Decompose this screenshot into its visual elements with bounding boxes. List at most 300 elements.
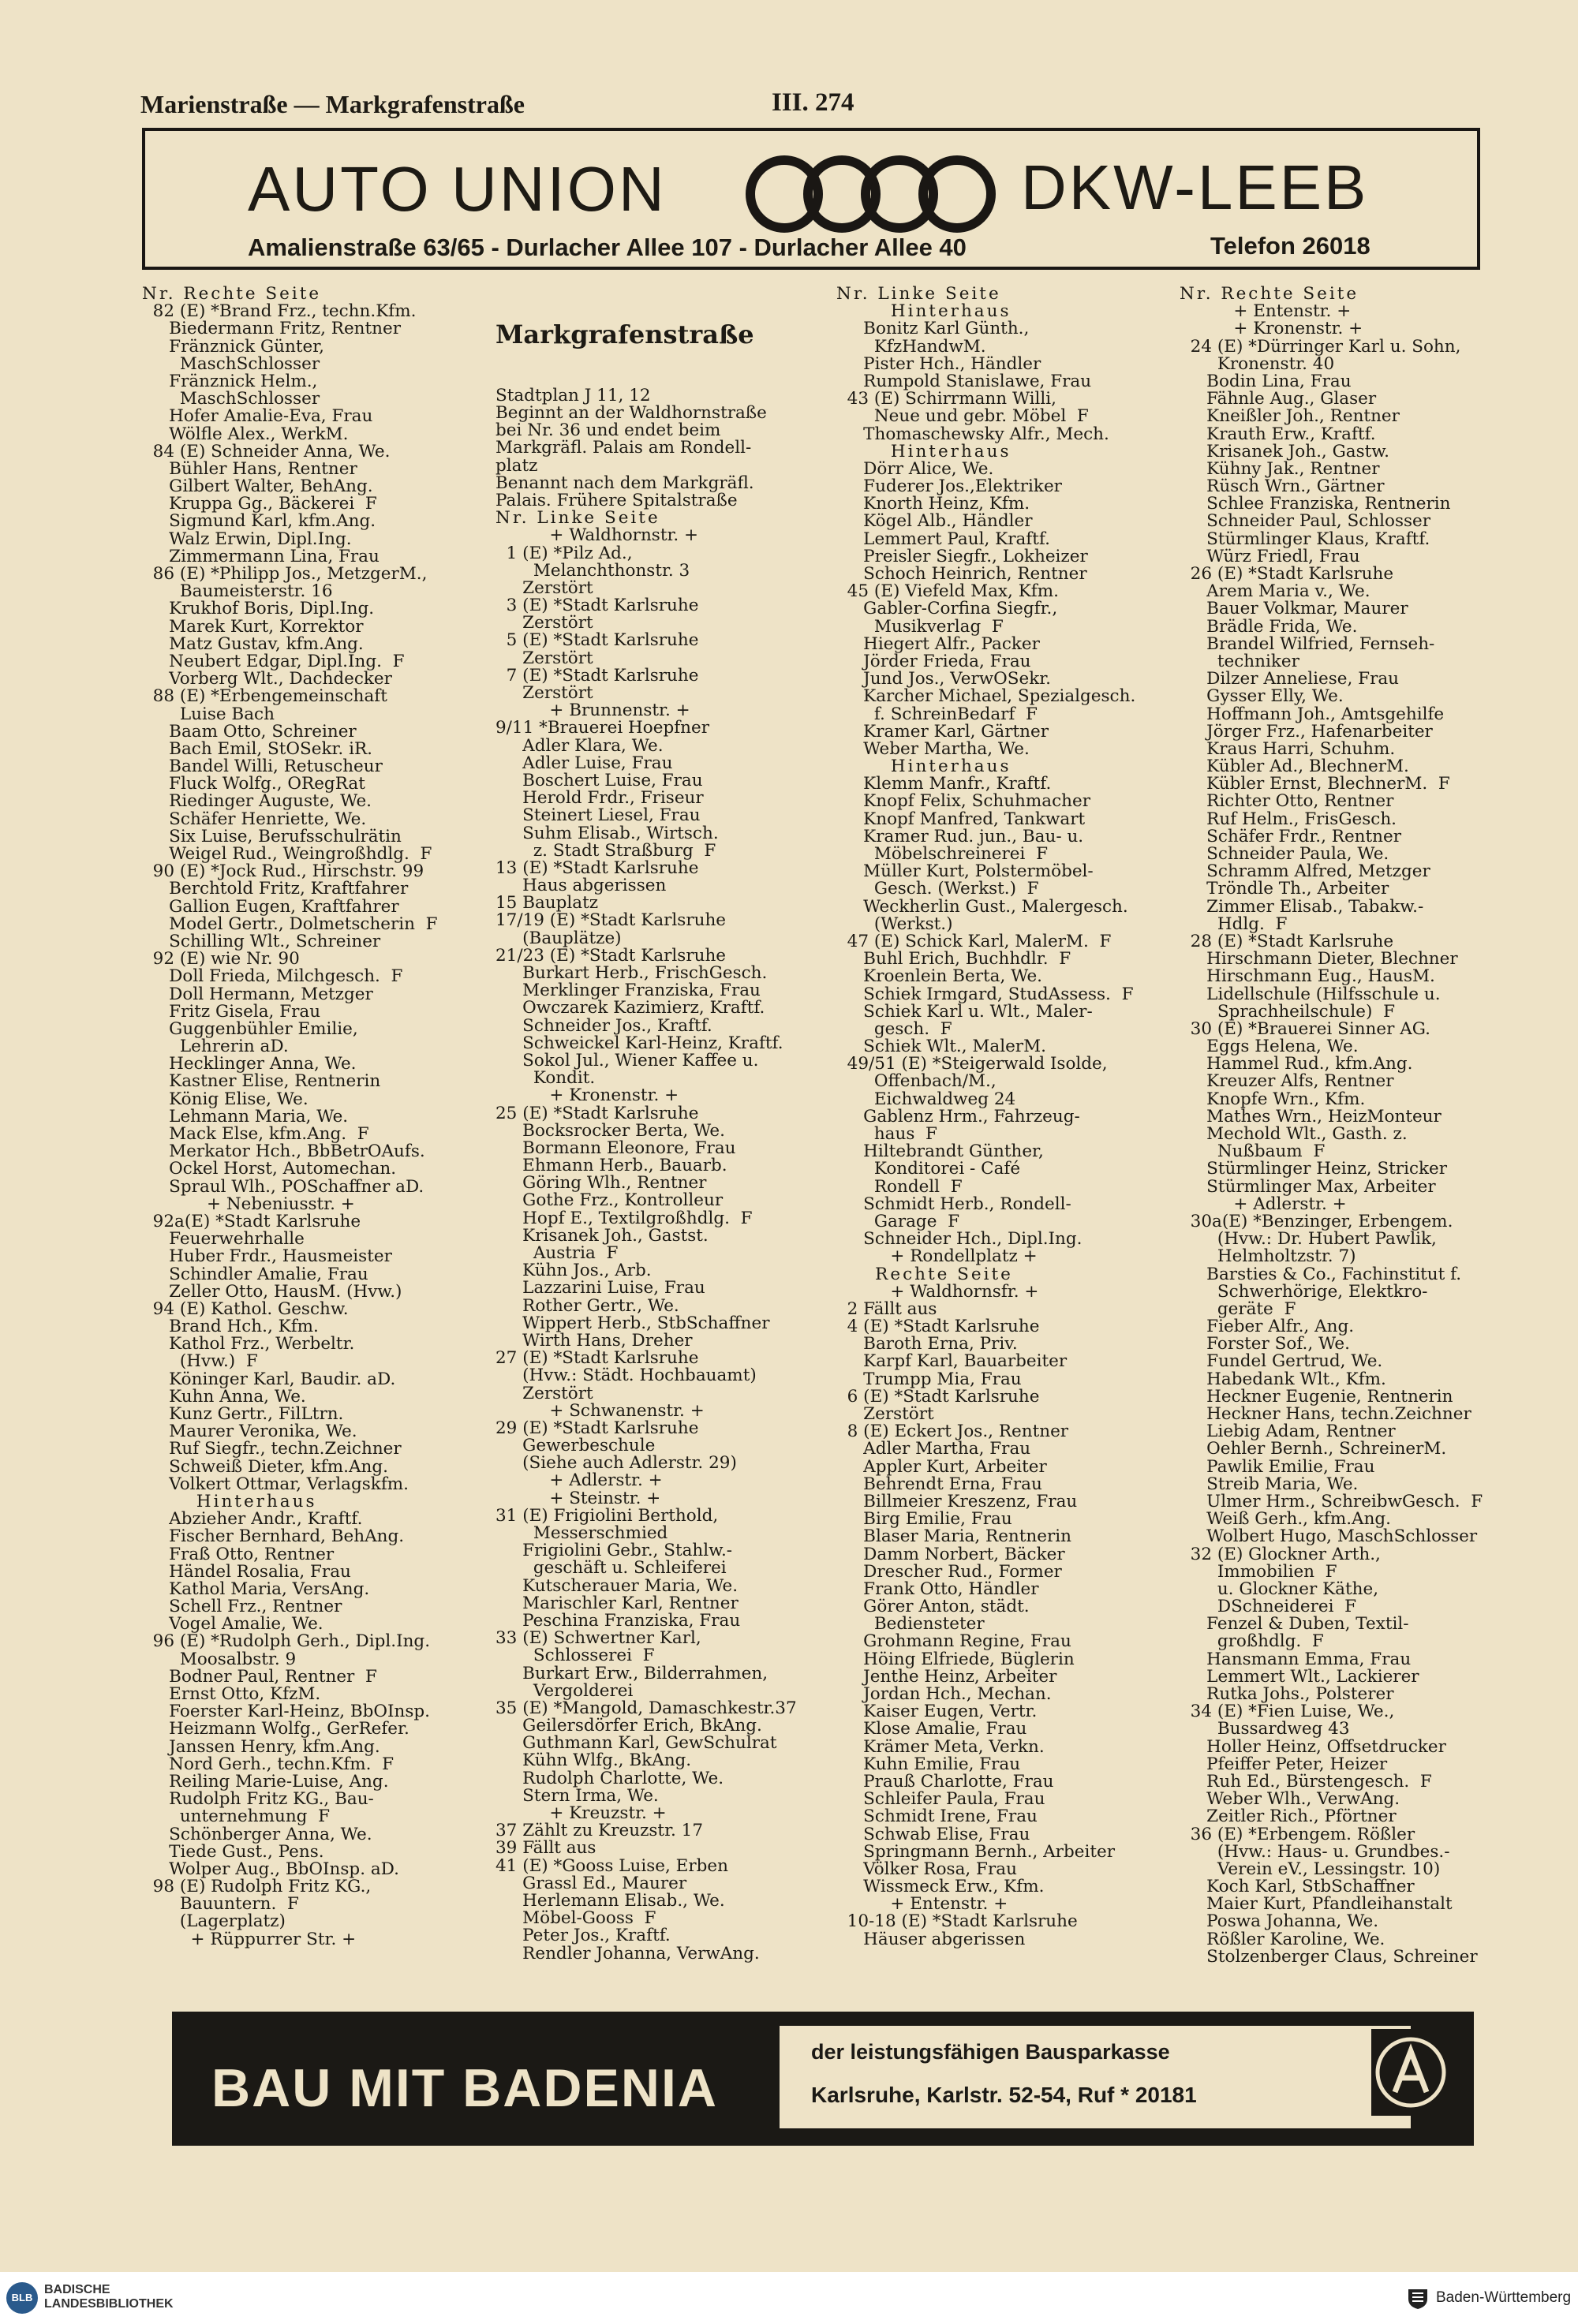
directory-line: Trumpp Mia, Frau xyxy=(836,1369,1022,1389)
directory-line: Gesch. (Werkst.) F xyxy=(836,879,1039,899)
directory-line: Möbel-Gooss F xyxy=(495,1908,656,1929)
directory-line: Dilzer Anneliese, Frau xyxy=(1180,669,1400,689)
directory-line: Poswa Johanna, We. xyxy=(1180,1911,1379,1932)
directory-line: Tiede Gust., Pens. xyxy=(142,1841,324,1862)
directory-line: Kögel Alb., Händler xyxy=(836,511,1033,532)
state-crest-icon xyxy=(1406,2286,1430,2310)
directory-line: Heckner Hans, techn.Zeichner xyxy=(1180,1404,1471,1424)
directory-line: Frank Otto, Händler xyxy=(836,1579,1039,1599)
directory-line: 4 (E) *Stadt Karlsruhe xyxy=(836,1317,1040,1337)
directory-line: Bodin Lina, Frau xyxy=(1180,371,1352,391)
directory-line: 37 Zählt zu Kreuzstr. 17 xyxy=(495,1821,704,1841)
directory-line: Karcher Michael, Spezialgesch. xyxy=(836,686,1136,707)
directory-line: Wippert Herb., StbSchaffner xyxy=(495,1313,770,1333)
directory-line: 33 (E) Schwertner Karl, xyxy=(495,1628,701,1649)
directory-line: Peschina Franziska, Frau xyxy=(495,1610,741,1631)
directory-line: Birg Emilie, Frau xyxy=(836,1509,1012,1530)
directory-line: techniker xyxy=(1180,651,1299,671)
directory-line: 39 Fällt aus xyxy=(495,1838,596,1859)
directory-line: 31 (E) Frigiolini Berthold, xyxy=(495,1505,719,1526)
directory-line: Oehler Bernh., SchreinerM. xyxy=(1180,1439,1447,1459)
directory-line: Zimmermann Lina, Frau xyxy=(142,546,380,566)
directory-line: Nr. Rechte Seite xyxy=(1180,284,1359,304)
directory-line: Marek Kurt, Korrektor xyxy=(142,616,364,637)
directory-line: Palais. Frühere Spitalstraße xyxy=(495,490,738,510)
directory-line: Adler Luise, Frau xyxy=(495,753,673,773)
directory-line: + Waldhornstr. + xyxy=(495,525,699,546)
directory-line: Grassl Ed., Maurer xyxy=(495,1873,687,1893)
directory-line: Krauth Erw., Kraftf. xyxy=(1180,424,1376,444)
directory-line: Nr. Linke Seite xyxy=(495,508,660,529)
directory-line: Stern Irma, We. xyxy=(495,1785,659,1806)
directory-line: Ruf Siegfr., techn.Zeichner xyxy=(142,1439,402,1459)
directory-line: Boschert Luise, Frau xyxy=(495,770,703,790)
directory-line: Rumpold Stanislawe, Frau xyxy=(836,371,1092,391)
directory-line: Behrendt Erna, Frau xyxy=(836,1474,1042,1494)
directory-line: Hofer Amalie-Eva, Frau xyxy=(142,406,373,427)
directory-line: 94 (E) Kathol. Geschw. xyxy=(142,1298,349,1319)
library-name: BADISCHE LANDESBIBLIOTHEK xyxy=(44,2283,174,2311)
directory-line: 27 (E) *Stadt Karlsruhe xyxy=(495,1348,699,1369)
directory-line: Adler Martha, Frau xyxy=(836,1439,1031,1459)
directory-line: MaschSchlosser xyxy=(142,353,320,374)
directory-line: Koch Karl, StbSchaffner xyxy=(1180,1877,1415,1897)
directory-line: Pfeiffer Peter, Heizer xyxy=(1180,1754,1388,1774)
directory-line: Schäfer Henriette, We. xyxy=(142,809,367,829)
directory-line: Schiek Irmgard, StudAssess. F xyxy=(836,984,1134,1004)
directory-line: (Hvw.: Haus- u. Grundbes.- xyxy=(1180,1841,1450,1862)
directory-line: Neue und gebr. Möbel F xyxy=(836,406,1089,427)
state-label: Baden-Württemberg xyxy=(1436,2289,1572,2306)
directory-line: 92 (E) wie Nr. 90 xyxy=(142,949,300,970)
directory-line: Hinterhaus xyxy=(836,441,1011,461)
directory-line: 13 (E) *Stadt Karlsruhe xyxy=(495,857,699,878)
directory-line: unternehmung F xyxy=(142,1807,331,1827)
ad-address: Amalienstraße 63/65 - Durlacher Allee 107 - Durlacher Allee 40 xyxy=(248,234,967,261)
directory-line: Hirschmann Eug., HausM. xyxy=(1180,966,1435,987)
directory-line: Schneider Jos., Kraftf. xyxy=(495,1015,712,1036)
directory-line: Spraul Wlh., POSchaffner aD. xyxy=(142,1176,424,1197)
directory-line: Ernst Otto, KfzM. xyxy=(142,1684,321,1704)
directory-line: + Rüppurrer Str. + xyxy=(142,1929,357,1949)
directory-line: + Steinstr. + xyxy=(495,1488,661,1508)
directory-line: Doll Hermann, Metzger xyxy=(142,984,373,1004)
directory-line: Bauer Volkmar, Maurer xyxy=(1180,599,1408,619)
directory-line: Brand Hch., Kfm. xyxy=(142,1317,319,1337)
directory-line: Kunz Gertr., FilLtrn. xyxy=(142,1404,344,1424)
directory-line: 43 (E) Schirrmann Willi, xyxy=(836,389,1057,409)
directory-line: Fränznick Günter, xyxy=(142,336,324,357)
directory-line: Neubert Edgar, Dipl.Ing. F xyxy=(142,651,405,671)
directory-line: Schäfer Frdr., Rentner xyxy=(1180,826,1402,846)
directory-line: Göring Wlh., Rentner xyxy=(495,1173,707,1194)
directory-line: + Nebeniusstr. + xyxy=(142,1194,355,1214)
digitization-footer xyxy=(0,2272,1578,2324)
directory-line: Fritz Gisela, Frau xyxy=(142,1001,321,1022)
directory-line: Schoch Heinrich, Rentner xyxy=(836,564,1087,584)
directory-line: Bodner Paul, Rentner F xyxy=(142,1666,377,1687)
directory-line: Melanchthonstr. 3 xyxy=(495,560,690,581)
directory-line: Frigiolini Gebr., Stahlw.- xyxy=(495,1541,733,1561)
directory-line: Gabler-Corfina Siegfr., xyxy=(836,599,1058,619)
directory-line: Kraus Harri, Schuhm. xyxy=(1180,738,1396,759)
directory-line: Fuderer Jos.,Elektriker xyxy=(836,476,1062,497)
directory-line: + Waldhornsfr. + xyxy=(836,1281,1039,1302)
directory-line: Mechold Wlt., Gasth. z. xyxy=(1180,1124,1408,1144)
ad-slogan: BAU MIT BADENIA xyxy=(211,2058,718,2118)
directory-line: Schleifer Paula, Frau xyxy=(836,1789,1045,1810)
ad-brand-left: AUTO UNION xyxy=(248,154,667,224)
directory-line: Fischer Bernhard, BehAng. xyxy=(142,1526,405,1547)
directory-line: KfzHandwM. xyxy=(836,336,986,357)
directory-line: Hdlg. F xyxy=(1180,914,1288,934)
directory-line: + Adlerstr. + xyxy=(1180,1194,1347,1214)
directory-line: MaschSchlosser xyxy=(142,389,320,409)
directory-line: Doll Frieda, Milchgesch. F xyxy=(142,966,403,987)
directory-line: Zerstört xyxy=(495,683,593,703)
directory-line: Rother Gertr., We. xyxy=(495,1295,679,1316)
directory-line: (Bauplätze) xyxy=(495,928,622,948)
directory-line: 35 (E) *Mangold, Damaschkestr.37 xyxy=(495,1698,797,1718)
directory-line: 2 Fällt aus xyxy=(836,1298,937,1319)
directory-line: Schindler Amalie, Frau xyxy=(142,1264,368,1284)
directory-line: Kastner Elise, Rentnerin xyxy=(142,1071,381,1092)
directory-line: + Kreuzstr. + xyxy=(495,1803,667,1823)
directory-line: 49/51 (E) *Steigerwald Isolde, xyxy=(836,1054,1108,1074)
directory-line: Brädle Frida, We. xyxy=(1180,616,1358,637)
directory-line: Billmeier Kreszenz, Frau xyxy=(836,1491,1078,1511)
directory-line: Kübler Ernst, BlechnerM. F xyxy=(1180,774,1450,794)
directory-line: 6 (E) *Stadt Karlsruhe xyxy=(836,1386,1040,1407)
directory-line: (Hvw.) F xyxy=(142,1351,258,1372)
directory-line: Gablenz Hrm., Fahrzeug- xyxy=(836,1106,1080,1127)
directory-line: Stolzenberger Claus, Schreiner xyxy=(1180,1946,1478,1967)
directory-line: Knopf Manfred, Tankwart xyxy=(836,809,1086,829)
directory-line: Kreuzer Alfs, Rentner xyxy=(1180,1071,1394,1092)
directory-line: 26 (E) *Stadt Karlsruhe xyxy=(1180,564,1394,584)
directory-line: Baroth Erna, Priv. xyxy=(836,1334,1018,1354)
directory-line: Riedinger Auguste, We. xyxy=(142,791,372,812)
directory-line: Fundel Gertrud, We. xyxy=(1180,1351,1383,1372)
directory-line: Hinterhaus xyxy=(836,301,1011,322)
directory-line: Berchtold Fritz, Kraftfahrer xyxy=(142,879,409,899)
directory-line: Bach Emil, StOSekr. iR. xyxy=(142,738,372,759)
directory-line: (Werkst.) xyxy=(836,914,953,934)
library-logo: BLB xyxy=(6,2282,38,2314)
directory-line: (Hvw.: Dr. Hubert Pawlik, xyxy=(1180,1229,1437,1250)
directory-line: Geilersdörfer Erich, BkAng. xyxy=(495,1716,762,1736)
directory-line: 32 (E) Glockner Arth., xyxy=(1180,1544,1381,1564)
directory-line: Knopfe Wrn., Kfm. xyxy=(1180,1089,1366,1109)
directory-line: Klemm Manfr., Kraftf. xyxy=(836,774,1052,794)
directory-line: Reiling Marie-Luise, Ang. xyxy=(142,1771,389,1792)
directory-line: Stürmlinger Klaus, Kraftf. xyxy=(1180,529,1430,549)
directory-line: Wolbert Hugo, MaschSchlosser xyxy=(1180,1526,1478,1547)
directory-line: Liebig Adam, Rentner xyxy=(1180,1422,1396,1442)
directory-line: Rendler Johanna, VerwAng. xyxy=(495,1943,760,1963)
directory-line: Blaser Maria, Rentnerin xyxy=(836,1526,1071,1547)
directory-line: u. Glockner Käthe, xyxy=(1180,1579,1379,1599)
directory-line: Hinterhaus xyxy=(836,757,1011,777)
directory-line: (Hvw.: Städt. Hochbauamt) xyxy=(495,1366,757,1386)
directory-line: Thomaschewsky Alfr., Mech. xyxy=(836,424,1109,444)
directory-line: 21/23 (E) *Stadt Karlsruhe xyxy=(495,945,727,966)
directory-line: Prauß Charlotte, Frau xyxy=(836,1771,1054,1792)
directory-line: + Schwanenstr. + xyxy=(495,1400,705,1421)
directory-line: Hecklinger Anna, We. xyxy=(142,1054,357,1074)
directory-line: f. SchreinBedarf F xyxy=(836,704,1038,724)
directory-line: Zeller Otto, HausM. (Hvw.) xyxy=(142,1281,402,1302)
directory-line: Guggenbühler Emilie, xyxy=(142,1018,358,1039)
directory-line: Janssen Henry, kfm.Ang. xyxy=(142,1736,380,1757)
directory-line: 24 (E) *Dürringer Karl u. Sohn, xyxy=(1180,336,1461,357)
directory-line: Moosalbstr. 9 xyxy=(142,1649,297,1669)
directory-line: + Brunnenstr. + xyxy=(495,701,690,721)
directory-line: Biedermann Fritz, Rentner xyxy=(142,319,402,339)
directory-line: Weckherlin Gust., Malergesch. xyxy=(836,896,1128,917)
directory-line: Huber Frdr., Hausmeister xyxy=(142,1246,392,1267)
directory-line: 30a(E) *Benzinger, Erbengem. xyxy=(1180,1211,1453,1231)
directory-line: Stadtplan J 11, 12 xyxy=(495,385,651,405)
directory-line: Völker Rosa, Frau xyxy=(836,1859,1017,1879)
directory-line: Bauuntern. F xyxy=(142,1894,299,1915)
directory-line: 1 (E) *Pilz Ad., xyxy=(495,543,633,563)
directory-line: 25 (E) *Stadt Karlsruhe xyxy=(495,1103,699,1123)
directory-line: Arem Maria v., We. xyxy=(1180,581,1370,602)
directory-line: Schmidt Herb., Rondell- xyxy=(836,1194,1071,1214)
directory-line: Bühler Hans, Rentner xyxy=(142,458,357,479)
directory-line: 88 (E) *Erbengemeinschaft xyxy=(142,686,387,707)
directory-line: Messerschmied xyxy=(495,1523,668,1543)
directory-line: Wölfle Alex., WerkM. xyxy=(142,424,349,444)
directory-line: großhdlg. F xyxy=(1180,1631,1324,1652)
directory-line: Görer Anton, städt. xyxy=(836,1597,1030,1617)
directory-line: Klose Amalie, Frau xyxy=(836,1719,1027,1739)
directory-line: Sprachheilschule) F xyxy=(1180,1001,1395,1022)
directory-line: Kramer Karl, Gärtner xyxy=(836,721,1049,742)
directory-line: Hirschmann Dieter, Blechner xyxy=(1180,949,1458,970)
directory-line: Zeitler Rich., Pförtner xyxy=(1180,1807,1397,1827)
directory-line: platz xyxy=(495,455,538,476)
directory-line: 34 (E) *Fien Luise, We., xyxy=(1180,1702,1395,1722)
directory-line: Verein eV., Lessingstr. 10) xyxy=(1180,1859,1441,1879)
directory-line: Ruh Ed., Bürstengesch. F xyxy=(1180,1771,1432,1792)
directory-line: Schönberger Anna, We. xyxy=(142,1824,372,1844)
ad-info-panel xyxy=(780,2026,1411,2128)
directory-line: 86 (E) *Philipp Jos., MetzgerM., xyxy=(142,564,428,584)
directory-line: Gewerbeschule xyxy=(495,1436,656,1456)
directory-line: Bonitz Karl Günth., xyxy=(836,319,1030,339)
directory-line: Baam Otto, Schreiner xyxy=(142,721,357,742)
directory-line: Garage F xyxy=(836,1211,960,1231)
directory-line: Kühny Jak., Rentner xyxy=(1180,458,1380,479)
directory-line: Beginnt an der Waldhornstraße xyxy=(495,403,767,423)
directory-line: Merklinger Franziska, Frau xyxy=(495,981,761,1001)
directory-line: Pister Hch., Händler xyxy=(836,353,1041,374)
directory-line: gesch. F xyxy=(836,1018,952,1039)
four-rings-logo xyxy=(741,153,1001,236)
directory-line: Jörger Frz., Hafenarbeiter xyxy=(1180,721,1433,742)
directory-line: Herold Frdr., Friseur xyxy=(495,788,704,809)
directory-line: Habedank Wlt., Kfm. xyxy=(1180,1369,1386,1389)
directory-line: Weiß Gerh., kfm.Ang. xyxy=(1180,1509,1392,1530)
directory-line: Kramer Rud. jun., Bau- u. xyxy=(836,826,1084,846)
directory-line: DSchneiderei F xyxy=(1180,1597,1357,1617)
directory-column-2 xyxy=(495,286,811,1963)
ad-brand-right: DKW-LEEB xyxy=(1021,152,1369,222)
directory-line: Würz Friedl, Frau xyxy=(1180,546,1360,566)
directory-line: Schell Frz., Rentner xyxy=(142,1597,342,1617)
directory-line: Stürmlinger Heinz, Stricker xyxy=(1180,1159,1448,1179)
directory-line: Gothe Frz., Kontrolleur xyxy=(495,1190,724,1211)
directory-line: Gysser Elly, We. xyxy=(1180,686,1344,707)
directory-line: Häuser abgerissen xyxy=(836,1929,1026,1949)
directory-line: Nußbaum F xyxy=(1180,1141,1326,1162)
directory-line: Offenbach/M., xyxy=(836,1071,997,1092)
directory-line: + Adlerstr. + xyxy=(495,1470,663,1491)
directory-line: Rüsch Wrn., Gärtner xyxy=(1180,476,1385,497)
directory-line: Ockel Horst, Automechan. xyxy=(142,1159,397,1179)
directory-line: geschäft u. Schleiferei xyxy=(495,1558,727,1579)
directory-line: Rechte Seite xyxy=(836,1264,1013,1284)
directory-line: + Kronenstr. + xyxy=(1180,319,1363,339)
running-head-title: Marienstraße — Markgrafenstraße xyxy=(140,90,525,118)
directory-line: Rudolph Charlotte, We. xyxy=(495,1768,724,1788)
directory-line: Karpf Karl, Bauarbeiter xyxy=(836,1351,1068,1372)
directory-line: Forster Sof., We. xyxy=(1180,1334,1350,1354)
directory-line: Abzieher Andr., Kraftf. xyxy=(142,1509,363,1530)
directory-line: Mack Else, kfm.Ang. F xyxy=(142,1124,369,1144)
directory-line: Bediensteter xyxy=(836,1614,985,1635)
directory-line: 47 (E) Schick Karl, MalerM. F xyxy=(836,931,1112,951)
directory-line: Schiek Karl u. Wlt., Maler- xyxy=(836,1001,1093,1022)
badenia-advertisement xyxy=(172,2012,1474,2146)
directory-line: 8 (E) Eckert Jos., Rentner xyxy=(836,1422,1069,1442)
directory-line: Burkart Herb., FrischGesch. xyxy=(495,963,768,983)
directory-line: Kühn Wlfg., BkAng. xyxy=(495,1750,692,1771)
directory-line: Fränznick Helm., xyxy=(142,371,318,391)
directory-line: Kathol Maria, VersAng. xyxy=(142,1579,370,1599)
directory-line: Schramm Alfred, Metzger xyxy=(1180,861,1430,882)
directory-line: Schweickel Karl-Heinz, Kraftf. xyxy=(495,1033,783,1053)
directory-line: Schwab Elise, Frau xyxy=(836,1824,1030,1844)
directory-line: Zerstört xyxy=(495,577,593,598)
directory-line: Bandel Willi, Retuscheur xyxy=(142,757,383,777)
directory-line: Holler Heinz, Offsetdrucker xyxy=(1180,1736,1446,1757)
directory-line: Streib Maria, We. xyxy=(1180,1474,1359,1494)
directory-line: Stürmlinger Max, Arbeiter xyxy=(1180,1176,1436,1197)
page-number: III. 274 xyxy=(772,88,854,117)
directory-line: Adler Klara, We. xyxy=(495,735,664,756)
running-head xyxy=(140,85,1482,125)
directory-line: Richter Otto, Rentner xyxy=(1180,791,1394,812)
directory-line: Kutscherauer Maria, We. xyxy=(495,1575,739,1596)
directory-line: Marischler Karl, Rentner xyxy=(495,1593,739,1613)
directory-line: Jenthe Heinz, Arbeiter xyxy=(836,1666,1057,1687)
directory-line: Kübler Ad., BlechnerM. xyxy=(1180,757,1409,777)
directory-line: 7 (E) *Stadt Karlsruhe xyxy=(495,665,699,686)
directory-line: Lemmert Wlt., Lackierer xyxy=(1180,1666,1419,1687)
directory-line: Zimmer Elisab., Tabakw.- xyxy=(1180,896,1424,917)
directory-line: Suhm Elisab., Wirtsch. xyxy=(495,823,719,843)
directory-line: Hammel Rud., kfm.Ang. xyxy=(1180,1054,1413,1074)
directory-line: Heizmann Wolfg., GerRefer. xyxy=(142,1719,409,1739)
directory-line: Kaiser Eugen, Vertr. xyxy=(836,1702,1038,1722)
directory-line: Händel Rosalia, Frau xyxy=(142,1561,351,1582)
directory-line: Buhl Erich, Buchhdlr. F xyxy=(836,949,1071,970)
street-title: Markgrafenstraße xyxy=(495,319,754,350)
directory-line: 3 (E) *Stadt Karlsruhe xyxy=(495,596,699,616)
directory-line: Model Gertr., Dolmetscherin F xyxy=(142,914,438,934)
badenia-logo-icon xyxy=(1371,2029,1450,2116)
directory-line: Grohmann Regine, Frau xyxy=(836,1631,1071,1652)
directory-line: Schwerhörige, Elektkro- xyxy=(1180,1281,1428,1302)
directory-line: Ehmann Herb., Bauarb. xyxy=(495,1156,727,1176)
directory-line: Lidellschule (Hilfsschule u. xyxy=(1180,984,1441,1004)
directory-line: Hiegert Alfr., Packer xyxy=(836,633,1040,654)
directory-line: Krisanek Joh., Gastw. xyxy=(1180,441,1389,461)
directory-line: Sigmund Karl, kfm.Ang. xyxy=(142,511,376,532)
directory-line: + Rondellplatz + xyxy=(836,1246,1038,1267)
directory-line: 17/19 (E) *Stadt Karlsruhe xyxy=(495,910,727,931)
directory-line: Steinert Liesel, Frau xyxy=(495,805,701,826)
directory-line: 84 (E) Schneider Anna, We. xyxy=(142,441,391,461)
directory-line: Krukhof Boris, Dipl.Ing. xyxy=(142,599,375,619)
directory-line: Tröndle Th., Arbeiter xyxy=(1180,879,1389,899)
directory-line: Fraß Otto, Rentner xyxy=(142,1544,335,1564)
directory-line: haus F xyxy=(836,1124,937,1144)
directory-line: Gilbert Walter, BehAng. xyxy=(142,476,373,497)
directory-line: Owczarek Kazimierz, Kraftf. xyxy=(495,998,765,1018)
directory-line: Baumeisterstr. 16 xyxy=(142,581,333,602)
directory-line: Zerstört xyxy=(495,648,593,668)
directory-line: Zerstört xyxy=(495,613,593,633)
directory-line: Brandel Wilfried, Fernseh- xyxy=(1180,633,1435,654)
directory-line: Benannt nach dem Markgräfl. xyxy=(495,473,754,493)
directory-line: + Entenstr. + xyxy=(836,1894,1008,1915)
directory-line: (Siehe auch Adlerstr. 29) xyxy=(495,1453,737,1474)
directory-line: Lehmann Maria, We. xyxy=(142,1106,349,1127)
directory-line: 28 (E) *Stadt Karlsruhe xyxy=(1180,931,1394,951)
directory-line: Mathes Wrn., HeizMonteur xyxy=(1180,1106,1442,1127)
directory-line: Fluck Wolfg., ORegRat xyxy=(142,774,365,794)
directory-line: Wolper Aug., BbOInsp. aD. xyxy=(142,1859,399,1879)
directory-line: Gallion Eugen, Kraftfahrer xyxy=(142,896,399,917)
directory-line: Walz Erwin, Dipl.Ing. xyxy=(142,529,352,549)
directory-line: Maier Kurt, Pfandleihanstalt xyxy=(1180,1894,1453,1915)
directory-line: Möbelschreinerei F xyxy=(836,844,1048,864)
directory-line: Preisler Siegfr., Lokheizer xyxy=(836,546,1088,566)
directory-line: Lehrerin aD. xyxy=(142,1037,289,1057)
directory-line: Wissmeck Erw., Kfm. xyxy=(836,1877,1045,1897)
directory-line: 10-18 (E) *Stadt Karlsruhe xyxy=(836,1911,1078,1932)
directory-line: (Lagerplatz) xyxy=(142,1911,286,1932)
directory-line: geräte F xyxy=(1180,1298,1296,1319)
directory-column-4 xyxy=(1180,286,1511,1966)
directory-line: 98 (E) Rudolph Fritz KG., xyxy=(142,1877,372,1897)
directory-line: Feuerwehrhalle xyxy=(142,1229,305,1250)
directory-line: Maurer Veronika, We. xyxy=(142,1422,357,1442)
directory-line: Rutka Johs., Polsterer xyxy=(1180,1684,1394,1704)
directory-line: 45 (E) Viefeld Max, Kfm. xyxy=(836,581,1059,602)
directory-line: Fähnle Aug., Glaser xyxy=(1180,389,1377,409)
directory-line: 96 (E) *Rudolph Gerh., Dipl.Ing. xyxy=(142,1631,431,1652)
directory-line: Höing Elfriede, Büglerin xyxy=(836,1649,1075,1669)
directory-line: Merkator Hch., BbBetrOAufs. xyxy=(142,1141,425,1162)
directory-line: Luise Bach xyxy=(142,704,275,724)
directory-line: Krämer Meta, Verkn. xyxy=(836,1736,1045,1757)
directory-line: Hoffmann Joh., Amtsgehilfe xyxy=(1180,704,1445,724)
